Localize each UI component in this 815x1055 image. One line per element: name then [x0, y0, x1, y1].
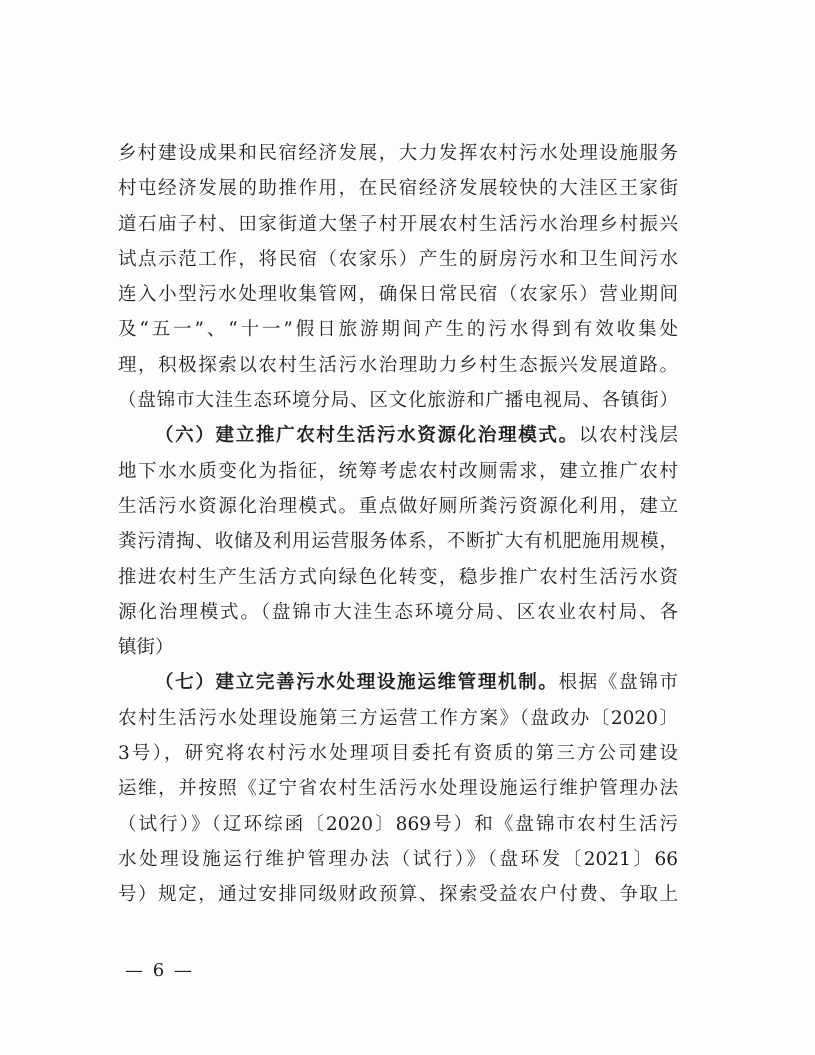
text-line: 道石庙子村、田家街道大堡子村开展农村生活污水治理乡村振兴: [118, 213, 678, 235]
text-line: 地下水水质变化为指征，统筹考虑农村改厕需求，建立推广农村: [118, 460, 678, 482]
text-line: 村屯经济发展的助推作用，在民宿经济发展较快的大洼区王家街: [118, 178, 678, 200]
text-line: 3号），研究将农村污水处理项目委托有资质的第三方公司建设: [118, 743, 678, 765]
section-heading-line: （六）建立推广农村生活污水资源化治理模式。以农村浅层: [155, 425, 678, 447]
text-line: 试点示范工作，将民宿（农家乐）产生的厨房污水和卫生间污水: [118, 248, 678, 270]
text-line: 连入小型污水处理收集管网，确保日常民宿（农家乐）营业期间: [118, 284, 678, 306]
document-body: [118, 136, 678, 913]
text-line: 推进农村生产生活方式向绿色化转变，稳步推广农村生活污水资: [118, 566, 678, 588]
text-line: 号）规定，通过安排同级财政预算、探索受益农户付费、争取上: [118, 884, 678, 906]
text-line: 镇街）: [118, 637, 174, 659]
text-line: 乡村建设成果和民宿经济发展，大力发挥农村污水处理设施服务: [118, 143, 678, 164]
text-line: 及“五一”、“十一”假日旅游期间产生的污水得到有效收集处: [118, 319, 678, 341]
text-line: （盘锦市大洼生态环境分局、区文化旅游和广播电视局、各镇街）: [118, 390, 678, 412]
page-number: — 6 —: [125, 960, 194, 981]
text-line: 源化治理模式。（盘锦市大洼生态环境分局、区农业农村局、各: [118, 601, 678, 623]
text-line: （试行）》（辽环综函〔2020〕869号）和《盘锦市农村生活污: [118, 813, 678, 835]
section-heading: （七）建立完善污水处理设施运维管理机制。: [155, 672, 559, 694]
text-line: 水处理设施运行维护管理办法（试行）》（盘环发〔2021〕66: [118, 848, 678, 870]
text-line: 农村生活污水处理设施第三方运营工作方案》（盘政办〔2020〕: [118, 707, 678, 729]
text-line: 粪污清掏、收储及利用运营服务体系，不断扩大有机肥施用规模，: [118, 531, 678, 553]
section-heading: （六）建立推广农村生活污水资源化治理模式。: [155, 425, 579, 447]
text-line: 运维，并按照《辽宁省农村生活污水处理设施运行维护管理办法: [118, 778, 678, 800]
text-line: 理，积极探索以农村生活污水治理助力乡村生态振兴发展道路。: [118, 354, 678, 376]
text-line: 生活污水资源化治理模式。重点做好厕所粪污资源化利用，建立: [118, 495, 678, 517]
section-heading-line: （七）建立完善污水处理设施运维管理机制。根据《盘锦市: [155, 672, 678, 694]
